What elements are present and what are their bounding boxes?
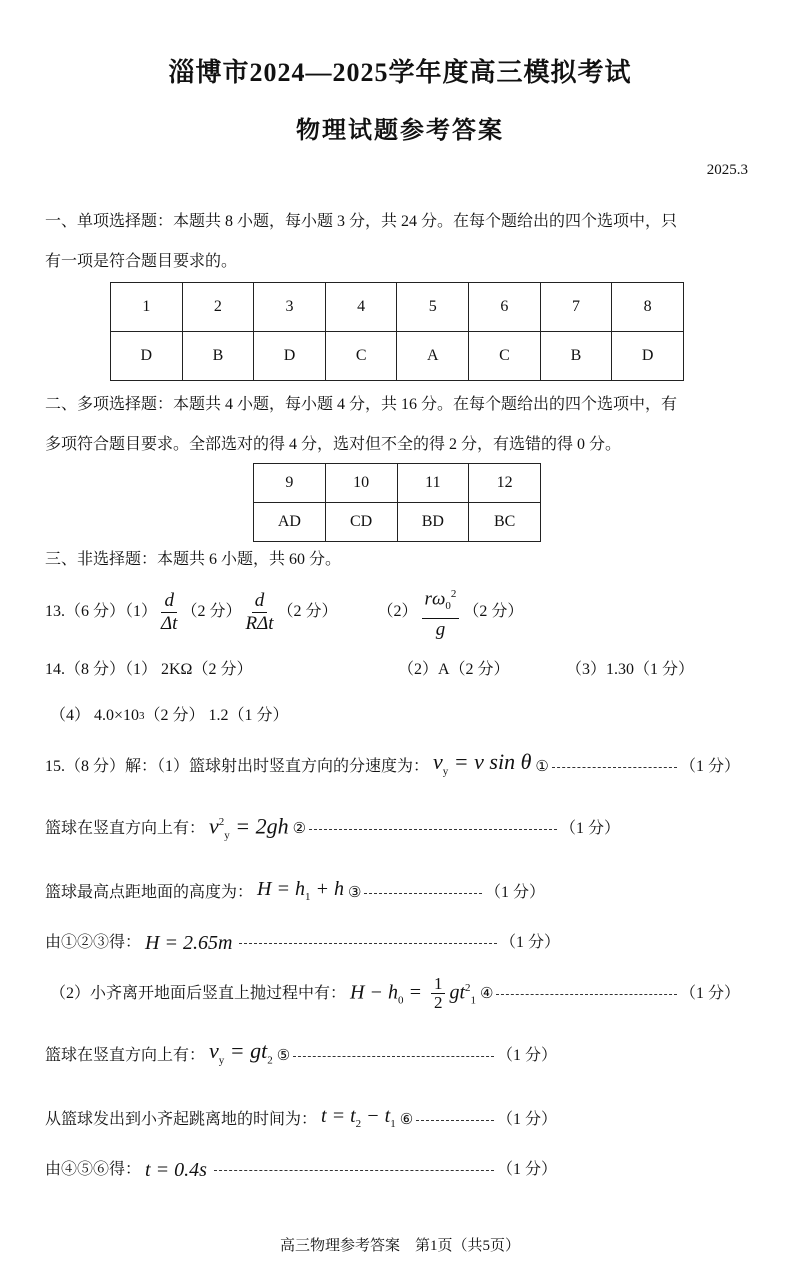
formula-part: = gt (224, 1038, 268, 1064)
table-cell: C (469, 332, 541, 381)
table-cell: 10 (325, 464, 397, 503)
formula-part: v (209, 1038, 219, 1064)
formula: t = 0.4s (145, 1159, 207, 1181)
formula-part: = (403, 981, 427, 1004)
q15-line8 (45, 1156, 557, 1184)
dashed-leader (364, 893, 482, 894)
section2-intro-line1: 二、多项选择题：本题共 4 小题，每小题 4 分，共 16 分。在每个题给出的四个选项中，有 (45, 396, 678, 413)
table-cell: 4 (325, 283, 397, 332)
formula (257, 875, 344, 911)
line-text: （2）小齐离开地面后竖直上抛过程中有： (50, 985, 347, 1002)
dashed-leader (239, 943, 497, 944)
section1-intro-line1: 一、单项选择题：本题共 8 小题，每小题 3 分，共 24 分。在每个题给出的四个选项中，只 (45, 213, 678, 230)
q15-line1 (45, 749, 740, 781)
dashed-leader (214, 1170, 494, 1171)
table-cell: 1 (111, 283, 183, 332)
q14-part4 (50, 702, 289, 730)
table-cell: B (540, 332, 612, 381)
table-cell: B (182, 332, 254, 381)
superscript: 2 (450, 588, 457, 601)
line-text: 篮球在竖直方向上有： (45, 1047, 206, 1064)
formula-part: gt (449, 981, 466, 1004)
fraction-r-omega-over-g (422, 583, 460, 640)
document-date: 2025.3 (706, 162, 748, 178)
q14-part4-rest: （2 分） 1.2（1 分） (144, 707, 289, 724)
denominator: 2 (433, 993, 443, 1013)
formula-part: + h (310, 878, 344, 900)
superscript: 2 (465, 981, 471, 994)
equation-number: ① (535, 759, 549, 775)
formula (321, 1102, 396, 1138)
section1-intro-line2: 有一项是符合题目要求的。 (45, 253, 238, 270)
score: （2 分） (463, 603, 524, 620)
subscript: 1 (470, 994, 477, 1007)
superscript: 2 (218, 816, 225, 829)
exponent: 3 (139, 710, 145, 722)
q15-line4 (45, 929, 560, 957)
dashed-leader (293, 1056, 494, 1057)
subscript: 2 (355, 1118, 362, 1130)
score: （2 分） (277, 603, 338, 620)
line-text: 篮球在竖直方向上有： (45, 820, 206, 837)
fraction-d-over-rdt (245, 590, 273, 635)
score: （1 分） (484, 884, 545, 901)
line-text: 篮球最高点距地面的高度为： (45, 884, 254, 901)
multi-choice-answer-table (253, 463, 541, 542)
table-cell: 6 (469, 283, 541, 332)
equation-number: ④ (480, 986, 494, 1002)
table-cell: 9 (254, 464, 326, 503)
section2-intro-line2: 多项符合题目要求。全部选对的得 4 分，选对但不全的得 2 分，有选错的得 0 分。 (45, 436, 622, 453)
line-text: 由①②③得： (45, 934, 142, 951)
score: （1 分） (559, 820, 620, 837)
subscript: 2 (267, 1054, 273, 1067)
table-row-numbers (111, 283, 684, 332)
table-cell: 3 (254, 283, 326, 332)
line-text: 15.（8 分）解：（1）篮球射出时竖直方向的分速度为： (45, 758, 430, 775)
q14-part2: （2）A（2 分） (398, 661, 510, 678)
q15-line2 (45, 815, 620, 843)
formula (350, 974, 476, 1015)
fraction-one-half (431, 975, 446, 1012)
line-text: 由④⑤⑥得： (45, 1161, 142, 1178)
table-cell: 12 (469, 464, 541, 503)
denominator: Δt (161, 612, 178, 634)
score: （2 分） (181, 603, 242, 620)
fraction-d-over-dt (161, 590, 177, 635)
q14-part3: （3）1.30（1 分） (566, 661, 695, 678)
formula-part: t = t (321, 1105, 356, 1127)
table-row-answers (254, 503, 541, 542)
dashed-leader (309, 829, 557, 830)
subscript: y (442, 765, 449, 778)
subscript: 0 (445, 600, 451, 613)
line-text: 从篮球发出到小齐起跳离地的时间为： (45, 1111, 318, 1128)
score: （1 分） (496, 1047, 557, 1064)
numerator: d (252, 590, 268, 613)
q15-line6 (45, 1038, 557, 1070)
q14-part4-value: （4） 4.0×10 (50, 707, 140, 724)
formula: H = 2.65m (145, 932, 233, 954)
dashed-leader (416, 1120, 494, 1121)
equation-number: ⑤ (276, 1048, 291, 1064)
formula (209, 1037, 273, 1074)
denominator: g (435, 618, 446, 640)
subscript: 0 (397, 994, 404, 1007)
formula (433, 748, 531, 785)
table-cell: 7 (540, 283, 612, 332)
table-cell: D (254, 332, 326, 381)
q15-line3 (45, 879, 545, 907)
table-cell: 8 (612, 283, 684, 332)
question-13 (45, 588, 524, 640)
table-cell: C (325, 332, 397, 381)
table-row-answers (111, 332, 684, 381)
section3-heading: 三、非选择题：本题共 6 小题，共 60 分。 (45, 551, 342, 568)
table-cell: 2 (182, 283, 254, 332)
formula-part: H − h (350, 981, 398, 1004)
document-subtitle: 物理试题参考答案 (296, 118, 504, 144)
score: （1 分） (496, 1111, 557, 1128)
table-cell: AD (254, 503, 326, 542)
score: （1 分） (499, 934, 560, 951)
dashed-leader (496, 994, 677, 995)
q15-line7 (45, 1106, 557, 1134)
table-cell: D (111, 332, 183, 381)
formula-part: v (433, 749, 443, 775)
q14-part1: 14.（8 分）（1） 2KΩ（2 分） (45, 661, 253, 678)
q13-prefix: 13.（6 分）（1） (45, 603, 158, 620)
table-cell: D (612, 332, 684, 381)
score: （1 分） (679, 985, 740, 1002)
formula-part: − t (361, 1105, 391, 1127)
subscript: y (224, 829, 230, 842)
numerator-text: rω (424, 588, 446, 610)
table-cell: CD (325, 503, 397, 542)
table-row-numbers (254, 464, 541, 503)
equation-number: ⑥ (399, 1112, 414, 1128)
page-footer: 高三物理参考答案 第1页（共5页） (279, 1238, 520, 1254)
formula-part: = v sin θ (448, 749, 532, 775)
subscript: 1 (304, 891, 311, 903)
table-cell: BC (469, 503, 541, 542)
single-choice-answer-table (110, 282, 684, 381)
q15-line5 (50, 972, 740, 1016)
formula (209, 808, 289, 850)
equation-number: ② (292, 821, 307, 837)
formula-part: v (209, 813, 219, 839)
subscript: y (218, 1054, 225, 1067)
formula-part: H = h (257, 878, 305, 900)
dashed-leader (552, 767, 677, 768)
table-cell: 5 (397, 283, 469, 332)
table-cell: A (397, 332, 469, 381)
denominator: RΔt (245, 612, 274, 634)
document-title: 淄博市2024—2025学年度高三模拟考试 (168, 58, 632, 87)
numerator: d (161, 590, 177, 613)
score: （1 分） (496, 1161, 557, 1178)
subscript: 1 (390, 1118, 396, 1130)
table-cell: BD (397, 503, 469, 542)
table-cell: 11 (397, 464, 469, 503)
numerator (422, 583, 460, 618)
numerator: 1 (431, 975, 446, 994)
q13-part2: （2） (377, 603, 418, 620)
equation-number: ③ (347, 885, 362, 901)
formula-part: = 2gh (229, 813, 289, 839)
score: （1 分） (679, 758, 740, 775)
